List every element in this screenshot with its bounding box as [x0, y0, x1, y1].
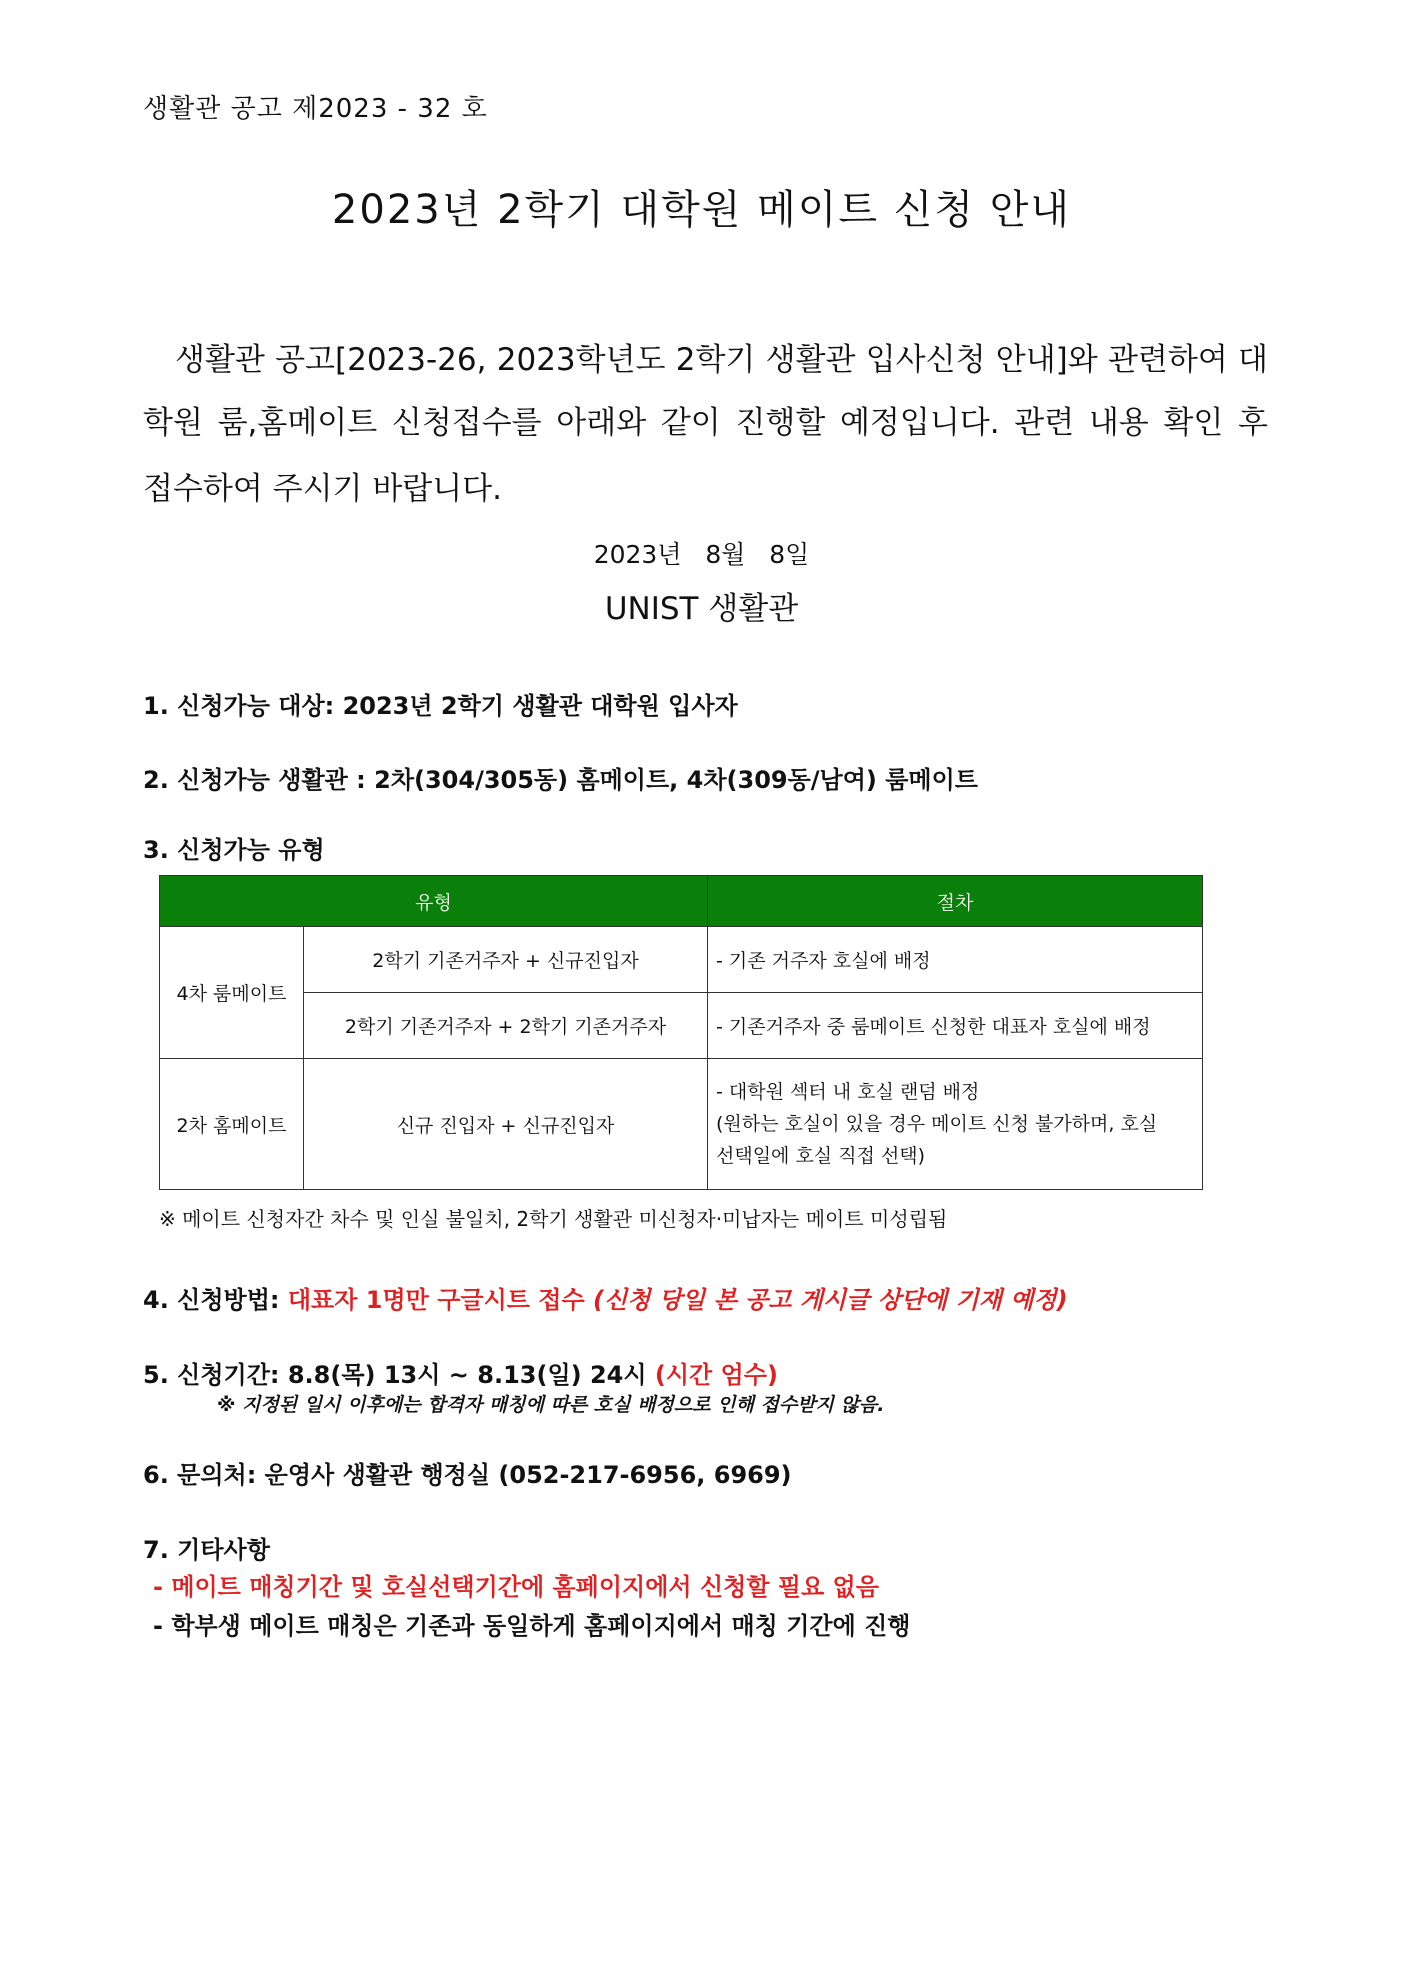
type-cell: 2학기 기존거주자 + 신규진입자 [304, 927, 708, 993]
section-misc: 7. 기타사항 [143, 1536, 270, 1564]
procedure-line: 선택일에 호실 직접 선택) [716, 1145, 926, 1167]
section-eligible-dorms: 2. 신청가능 생활관 : 2차(304/305동) 홈메이트, 4차(309동/남여) 룸메이트 [143, 766, 978, 794]
table-header-type: 유형 [160, 876, 708, 927]
type-cell: 2학기 기존거주자 + 2학기 기존거주자 [304, 993, 708, 1059]
apply-period-note: ※ 지정된 일시 이후에는 합격자 매칭에 따른 호실 배정으로 인해 접수받지 않음. [217, 1394, 885, 1416]
type-cell: 신규 진입자 + 신규진입자 [304, 1059, 708, 1190]
mate-type-table [159, 875, 1203, 1190]
procedure-line: - 대학원 섹터 내 호실 랜덤 배정 [716, 1081, 980, 1103]
table-row [160, 1059, 1203, 1190]
misc-item-1: - 메이트 매칭기간 및 호실선택기간에 홈페이지에서 신청할 필요 없음 [153, 1573, 879, 1601]
apply-period-warning: (시간 엄수) [654, 1361, 778, 1389]
section-contact: 6. 문의처: 운영사 생활관 행정실 (052-217-6956, 6969) [143, 1461, 792, 1489]
procedure-cell [708, 1059, 1203, 1190]
intro-line-1: 생활관 공고[2023-26, 2023학년도 2학기 생활관 입사신청 안내]와 관련하여 대 [175, 342, 1268, 378]
misc-item-2: - 학부생 메이트 매칭은 기존과 동일하게 홈페이지에서 매칭 기간에 진행 [153, 1612, 911, 1640]
procedure-line: (원하는 호실이 있을 경우 메이트 신청 불가하며, 호실 [716, 1113, 1158, 1135]
section-eligible-types: 3. 신청가능 유형 [143, 836, 325, 864]
apply-method-text: 대표자 1명만 구글시트 접수 [287, 1286, 594, 1314]
table-note: ※ 메이트 신청자간 차수 및 인실 불일치, 2학기 생활관 미신청자·미납자는 메이트 미성립됨 [159, 1207, 948, 1231]
table-header-procedure: 절차 [708, 876, 1203, 927]
apply-method-label: 4. 신청방법: [143, 1286, 288, 1314]
apply-period-text: 5. 신청기간: 8.8(목) 13시 ~ 8.13(일) 24시 [143, 1361, 655, 1389]
procedure-cell: - 기존 거주자 호실에 배정 [708, 927, 1203, 993]
apply-method-note: (신청 당일 본 공고 게시글 상단에 기재 예정) [593, 1286, 1068, 1314]
table-row [160, 993, 1203, 1059]
notice-number: 생활관 공고 제2023 - 32 호 [143, 94, 488, 124]
section-eligible-target: 1. 신청가능 대상: 2023년 2학기 생활관 대학원 입사자 [143, 692, 738, 720]
document-title: 2023년 2학기 대학원 메이트 신청 안내 [331, 187, 1072, 233]
group-roommate-4: 4차 룸메이트 [160, 927, 304, 1059]
notice-date: 2023년 8월 8일 [593, 540, 810, 569]
section-apply-period [143, 1355, 778, 1390]
intro-line-2: 학원 룸,홈메이트 신청접수를 아래와 같이 진행할 예정입니다. 관련 내용 확인 후 [143, 405, 1268, 441]
table-row [160, 927, 1203, 993]
procedure-cell: - 기존거주자 중 룸메이트 신청한 대표자 호실에 배정 [708, 993, 1203, 1059]
intro-line-3: 접수하여 주시기 바랍니다. [143, 471, 502, 507]
issuing-organization: UNIST 생활관 [604, 591, 799, 627]
section-apply-method [143, 1280, 1068, 1315]
group-homemate-2: 2차 홈메이트 [160, 1059, 304, 1190]
